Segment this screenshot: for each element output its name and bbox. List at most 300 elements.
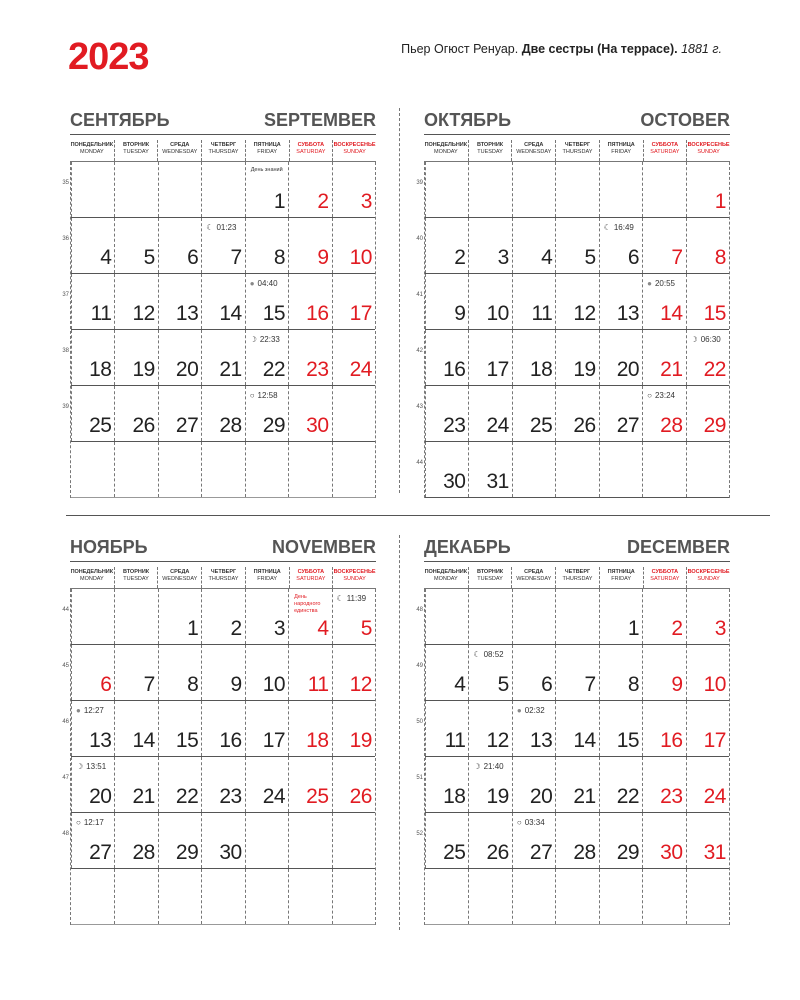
- day-cell: [555, 589, 598, 644]
- day-number: 24: [703, 785, 726, 808]
- day-number: 18: [443, 785, 466, 808]
- month-grid: [416, 589, 730, 925]
- day-cell: [332, 386, 375, 441]
- day-cell: [245, 386, 288, 441]
- weekday-header-row: [70, 140, 376, 162]
- day-cell: [468, 442, 511, 497]
- weekday-name-en: SATURDAY: [296, 576, 326, 582]
- day-cell: [332, 589, 375, 644]
- weekday-name-ru: ПЯТНИЦА: [607, 142, 635, 148]
- day-cell: [555, 869, 598, 924]
- day-cell: [599, 869, 642, 924]
- day-cell: [512, 701, 555, 756]
- weekday-name-ru: СРЕДА: [170, 142, 190, 148]
- day-cell: [642, 162, 685, 217]
- day-cell: [555, 162, 598, 217]
- weekday-name-ru: ВТОРНИК: [476, 142, 504, 148]
- day-number: 10: [703, 673, 726, 696]
- day-number: 28: [573, 841, 596, 864]
- weekday-name-en: SUNDAY: [343, 576, 366, 582]
- day-number: 14: [573, 729, 596, 752]
- day-number: 9: [454, 302, 466, 325]
- day-cell: [332, 813, 375, 868]
- day-number: 17: [262, 729, 286, 752]
- day-number: 1: [187, 617, 199, 640]
- day-cell: [425, 442, 468, 497]
- column-divider-bottom: [399, 535, 400, 930]
- holiday-note: День знаний: [250, 167, 283, 173]
- day-cell: [686, 869, 729, 924]
- weekday-name-en: FRIDAY: [611, 149, 632, 155]
- day-cell: [555, 386, 598, 441]
- day-cell: [114, 442, 157, 497]
- day-cell: [686, 162, 729, 217]
- day-number: 21: [573, 785, 596, 808]
- day-cell: [288, 701, 331, 756]
- day-cell: [332, 218, 375, 273]
- day-number: 11: [307, 673, 329, 696]
- day-cell: [158, 442, 201, 497]
- day-number: 8: [714, 246, 726, 269]
- day-number: 24: [486, 414, 509, 437]
- week-number: 43: [416, 404, 423, 410]
- day-number: 13: [175, 302, 199, 325]
- moon-phase-time: 02:32: [524, 706, 545, 715]
- day-number: 5: [584, 246, 596, 269]
- day-number: 25: [443, 841, 466, 864]
- weekday-name-en: SATURDAY: [650, 576, 680, 582]
- moon-phase-time: 22:33: [259, 335, 280, 344]
- day-cell: [201, 757, 244, 812]
- day-cell: [332, 645, 375, 700]
- day-cell: [114, 330, 157, 385]
- day-number: 11: [90, 302, 112, 325]
- day-cell: [642, 442, 685, 497]
- day-number: 22: [616, 785, 640, 808]
- day-number: 12: [349, 673, 372, 696]
- day-number: 27: [89, 841, 112, 864]
- day-cell: [201, 645, 244, 700]
- day-number: 18: [89, 358, 112, 381]
- day-cell: [555, 813, 598, 868]
- weekday-header: [201, 567, 245, 588]
- weekday-name-ru: ПОНЕДЕЛЬНИК: [424, 569, 468, 575]
- day-cell: [71, 701, 114, 756]
- moon-phase-icon: ○: [249, 391, 255, 400]
- day-cell: [114, 274, 157, 329]
- day-cell: [158, 162, 201, 217]
- weekday-name-en: FRIDAY: [257, 149, 278, 155]
- day-cell: [114, 162, 157, 217]
- weekday-name-en: MONDAY: [79, 149, 104, 155]
- day-number: 30: [306, 414, 329, 437]
- day-number: 8: [187, 673, 199, 696]
- moon-phase: [691, 335, 721, 344]
- week-number: 35: [62, 180, 69, 186]
- day-cell: [288, 386, 331, 441]
- column-divider-top: [399, 108, 400, 493]
- moon-phase-time: 01:23: [216, 223, 237, 232]
- weekday-header: [114, 140, 158, 161]
- day-number: 10: [262, 673, 286, 696]
- day-cell: [71, 813, 114, 868]
- weekday-header: [245, 140, 289, 161]
- day-cell: [555, 757, 598, 812]
- day-number: 1: [627, 617, 640, 640]
- day-number: 15: [616, 729, 640, 752]
- day-number: 29: [703, 414, 726, 437]
- week-row: [62, 701, 375, 757]
- day-cell: [201, 813, 244, 868]
- day-cell: [425, 813, 468, 868]
- day-number: 20: [529, 785, 553, 808]
- day-number: 26: [132, 414, 155, 437]
- day-cell: [555, 218, 598, 273]
- day-cell: [512, 442, 555, 497]
- day-number: 8: [273, 246, 286, 269]
- weekday-name-ru: ВОСКРЕСЕНЬЕ: [333, 569, 376, 575]
- day-cell: [642, 330, 685, 385]
- moon-phase-icon: ●: [516, 706, 522, 715]
- month-name-en: OCTOBER: [640, 110, 730, 130]
- week-row: [71, 442, 375, 498]
- day-cell: [512, 757, 555, 812]
- day-number: 6: [100, 673, 112, 696]
- day-number: 4: [454, 673, 466, 696]
- week-row: [416, 386, 729, 442]
- weekday-header: [424, 567, 468, 588]
- week-number: 39: [416, 180, 423, 186]
- weekday-name-ru: ВОСКРЕСЕНЬЕ: [333, 142, 376, 148]
- moon-phase-time: 21:40: [483, 762, 504, 771]
- weekday-name-en: THURSDAY: [208, 149, 239, 155]
- day-number: 6: [541, 673, 553, 696]
- day-cell: [71, 162, 114, 217]
- day-number: 16: [443, 358, 466, 381]
- weekday-name-en: TUESDAY: [123, 576, 149, 582]
- month-september: [62, 108, 376, 498]
- day-cell: [158, 218, 201, 273]
- day-cell: [114, 386, 157, 441]
- day-number: 6: [187, 246, 199, 269]
- day-number: 31: [486, 470, 509, 493]
- day-number: 25: [89, 414, 112, 437]
- moon-phase: [473, 650, 503, 659]
- day-cell: [555, 701, 598, 756]
- day-number: 23: [443, 414, 466, 437]
- day-cell: [201, 274, 244, 329]
- weekday-name-ru: ПЯТНИЦА: [607, 569, 635, 575]
- week-number: 52: [416, 831, 423, 837]
- week-number: 44: [62, 607, 69, 613]
- day-number: 26: [573, 414, 596, 437]
- moon-phase: [647, 391, 675, 400]
- day-cell: [468, 645, 511, 700]
- month-name-ru: ДЕКАБРЬ: [424, 537, 511, 557]
- day-cell: [686, 274, 729, 329]
- weekday-header: [511, 567, 555, 588]
- day-cell: [512, 589, 555, 644]
- day-number: 16: [306, 302, 329, 325]
- day-number: 14: [132, 729, 155, 752]
- day-cell: [555, 645, 598, 700]
- week-row: [416, 442, 729, 498]
- weekday-name-ru: ПОНЕДЕЛЬНИК: [424, 142, 468, 148]
- week-row: [62, 757, 375, 813]
- day-number: 29: [616, 841, 640, 864]
- day-cell: [114, 757, 157, 812]
- day-number: 13: [89, 729, 112, 752]
- moon-phase: [76, 818, 104, 827]
- moon-phase-icon: ●: [647, 279, 652, 288]
- week-row: [62, 330, 375, 386]
- day-cell: [512, 386, 555, 441]
- day-number: 4: [317, 617, 329, 640]
- day-number: 23: [219, 785, 242, 808]
- day-cell: [201, 386, 244, 441]
- weekday-name-en: SUNDAY: [343, 149, 366, 155]
- day-cell: [158, 813, 201, 868]
- weekday-header: [686, 567, 730, 588]
- day-cell: [114, 645, 157, 700]
- day-number: 2: [230, 617, 242, 640]
- weekday-header: [468, 567, 512, 588]
- day-cell: [425, 330, 468, 385]
- day-cell: [71, 869, 114, 924]
- day-cell: [686, 645, 729, 700]
- moon-phase: [250, 279, 278, 288]
- day-cell: [288, 645, 331, 700]
- day-cell: [425, 162, 468, 217]
- weekday-name-ru: СРЕДА: [170, 569, 190, 575]
- day-cell: [555, 330, 598, 385]
- day-cell: [642, 274, 685, 329]
- moon-phase: [250, 391, 278, 400]
- day-cell: [71, 330, 114, 385]
- day-number: 5: [497, 673, 509, 696]
- day-cell: [468, 162, 511, 217]
- weekday-name-ru: СУББОТА: [651, 142, 679, 148]
- day-number: 27: [529, 841, 553, 864]
- day-cell: [71, 442, 114, 497]
- year-title: 2023: [68, 36, 149, 78]
- day-cell: [71, 645, 114, 700]
- moon-phase-icon: ☾: [473, 650, 481, 659]
- painting-caption: [401, 42, 722, 56]
- day-cell: [288, 813, 331, 868]
- weekday-name-ru: ЧЕТВЕРГ: [210, 569, 237, 575]
- weekday-name-en: SATURDAY: [296, 149, 326, 155]
- day-cell: [512, 218, 555, 273]
- day-cell: [245, 645, 288, 700]
- day-cell: [245, 442, 288, 497]
- day-number: 18: [306, 729, 329, 752]
- week-row: [62, 218, 375, 274]
- day-cell: [686, 589, 729, 644]
- day-number: 2: [317, 190, 329, 213]
- day-number: 20: [175, 358, 199, 381]
- day-cell: [201, 701, 244, 756]
- day-number: 19: [486, 785, 509, 808]
- moon-phase: [250, 335, 280, 344]
- day-cell: [468, 757, 511, 812]
- day-number: 5: [143, 246, 155, 269]
- moon-phase: [337, 594, 367, 603]
- week-row: [416, 589, 729, 645]
- day-number: 13: [529, 729, 553, 752]
- week-number: 40: [416, 236, 423, 242]
- weekday-name-en: MONDAY: [433, 149, 458, 155]
- weekday-header: [468, 140, 512, 161]
- weekday-header: [114, 567, 158, 588]
- day-number: 28: [660, 414, 683, 437]
- week-row: [416, 218, 729, 274]
- moon-phase-icon: ●: [249, 279, 255, 288]
- day-cell: [245, 757, 288, 812]
- day-number: 11: [444, 729, 466, 752]
- day-cell: [468, 701, 511, 756]
- day-number: 19: [349, 729, 372, 752]
- day-number: 17: [486, 358, 509, 381]
- day-cell: [599, 645, 642, 700]
- day-number: 1: [714, 190, 726, 213]
- day-cell: [555, 274, 598, 329]
- weekday-name-en: THURSDAY: [562, 149, 593, 155]
- day-cell: [114, 589, 157, 644]
- weekday-name-en: TUESDAY: [123, 149, 149, 155]
- weekday-name-ru: СУББОТА: [297, 569, 325, 575]
- day-cell: [686, 757, 729, 812]
- day-number: 23: [306, 358, 329, 381]
- day-cell: [642, 386, 685, 441]
- day-cell: [332, 701, 375, 756]
- month-name-en: NOVEMBER: [271, 537, 376, 557]
- day-cell: [468, 218, 511, 273]
- weekday-name-en: FRIDAY: [257, 576, 278, 582]
- day-cell: [425, 645, 468, 700]
- day-number: 14: [660, 302, 683, 325]
- week-row: [425, 869, 729, 925]
- day-cell: [245, 330, 288, 385]
- week-number: 45: [62, 663, 69, 669]
- moon-phase-time: 12:27: [83, 706, 104, 715]
- day-cell: [512, 274, 555, 329]
- day-number: 16: [219, 729, 242, 752]
- weekday-name-ru: ВТОРНИК: [122, 569, 150, 575]
- day-number: 5: [360, 617, 372, 640]
- day-cell: [114, 701, 157, 756]
- weekday-header: [332, 567, 376, 588]
- weekday-name-ru: ВТОРНИК: [476, 569, 504, 575]
- week-row: [71, 869, 375, 925]
- weekday-header: [70, 140, 114, 161]
- day-number: 15: [262, 302, 286, 325]
- week-row: [416, 813, 729, 869]
- moon-phase-icon: ○: [516, 818, 522, 827]
- day-number: 27: [616, 414, 640, 437]
- day-number: 21: [219, 358, 242, 381]
- moon-phase-time: 12:58: [257, 391, 278, 400]
- moon-phase: [517, 818, 545, 827]
- day-cell: [158, 645, 201, 700]
- day-cell: [245, 274, 288, 329]
- week-number: 46: [62, 719, 69, 725]
- day-cell: [599, 274, 642, 329]
- month-name-en: DECEMBER: [626, 537, 730, 557]
- week-row: [62, 274, 375, 330]
- weekday-name-ru: ПЯТНИЦА: [253, 142, 281, 148]
- moon-phase-time: 04:40: [257, 279, 278, 288]
- weekday-header: [201, 140, 245, 161]
- day-number: 12: [132, 302, 155, 325]
- moon-phase-time: 08:52: [483, 650, 504, 659]
- weekday-header: [643, 567, 687, 588]
- day-number: 7: [143, 673, 155, 696]
- day-number: 30: [219, 841, 242, 864]
- day-number: 29: [175, 841, 199, 864]
- week-number: 36: [62, 236, 69, 242]
- day-number: 19: [573, 358, 596, 381]
- day-cell: [288, 442, 331, 497]
- day-number: 3: [497, 246, 509, 269]
- day-cell: [425, 218, 468, 273]
- day-cell: [114, 813, 157, 868]
- moon-phase-time: 23:24: [654, 391, 675, 400]
- day-cell: [288, 162, 331, 217]
- week-row: [62, 645, 375, 701]
- day-cell: [425, 757, 468, 812]
- day-cell: [468, 274, 511, 329]
- moon-phase-icon: ☽: [690, 335, 698, 344]
- day-cell: [245, 701, 288, 756]
- weekday-header: [686, 140, 730, 161]
- day-number: 20: [89, 785, 112, 808]
- day-number: 28: [219, 414, 242, 437]
- week-row: [416, 162, 729, 218]
- day-cell: [288, 869, 331, 924]
- week-row: [416, 701, 729, 757]
- day-cell: [332, 442, 375, 497]
- week-number: 37: [62, 292, 69, 298]
- weekday-name-en: WEDNESDAY: [162, 576, 198, 582]
- weekday-name-en: TUESDAY: [477, 576, 503, 582]
- moon-phase-time: 20:55: [654, 279, 675, 288]
- day-cell: [245, 218, 288, 273]
- caption-author: Пьер Огюст Ренуар.: [401, 42, 522, 56]
- moon-phase-icon: ☽: [249, 335, 257, 344]
- day-cell: [332, 330, 375, 385]
- moon-phase-icon: ●: [76, 706, 81, 715]
- day-number: 23: [660, 785, 683, 808]
- day-cell: [686, 813, 729, 868]
- moon-phase-icon: ○: [76, 818, 81, 827]
- day-number: 4: [541, 246, 553, 269]
- weekday-header: [245, 567, 289, 588]
- weekday-name-ru: ПОНЕДЕЛЬНИК: [70, 569, 114, 575]
- weekday-header: [289, 567, 333, 588]
- day-cell: [158, 589, 201, 644]
- day-cell: [512, 645, 555, 700]
- weekday-name-en: THURSDAY: [208, 576, 239, 582]
- day-cell: [512, 162, 555, 217]
- weekday-name-ru: ВТОРНИК: [122, 142, 150, 148]
- day-number: 22: [262, 358, 286, 381]
- week-number: 42: [416, 348, 423, 354]
- moon-phase: [604, 223, 634, 232]
- day-cell: [332, 869, 375, 924]
- day-number: 20: [616, 358, 640, 381]
- weekday-name-ru: СУББОТА: [651, 569, 679, 575]
